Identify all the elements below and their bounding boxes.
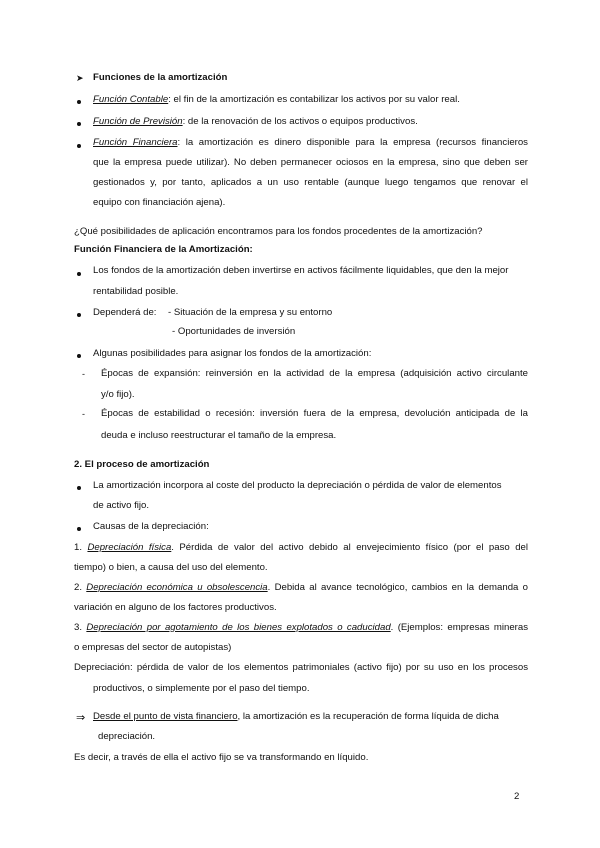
section-heading: Función Financiera de la Amortización: bbox=[74, 244, 253, 255]
section-heading: Funciones de la amortización bbox=[93, 72, 228, 83]
question-text: ¿Qué posibilidades de aplicación encontramos para los fondos procedentes de la amortización? bbox=[74, 226, 483, 237]
list-item-cont: de activo fijo. bbox=[93, 500, 149, 511]
bullet-dot-icon bbox=[77, 308, 81, 320]
dash-bullet-icon: - bbox=[82, 409, 85, 419]
cause-item-cont: tiempo) o bien, a causa del uso del elemento. bbox=[74, 562, 268, 573]
bullet-dot-icon bbox=[77, 95, 81, 107]
cause-item: 3. Depreciación por agotamiento de los bienes explotados o caducidad. (Ejemplos: empresas mineras bbox=[74, 622, 529, 633]
bullet-dot-icon bbox=[77, 117, 81, 129]
definition-text-cont: productivos, o simplemente por el paso del tiempo. bbox=[93, 683, 310, 694]
bullet-dot-icon bbox=[77, 522, 81, 534]
list-item-cont: rentabilidad posible. bbox=[93, 286, 179, 297]
list-item: La amortización incorpora al coste del producto la depreciación o pérdida de valor de elementos bbox=[93, 480, 502, 491]
bullet-dot-icon bbox=[77, 349, 81, 361]
definition-text: Depreciación: pérdida de valor de los elementos patrimoniales (activo fijo) por su uso en los procesos bbox=[74, 662, 528, 673]
list-item: Causas de la depreciación: bbox=[93, 521, 209, 532]
list-item: Algunas posibilidades para asignar los fondos de la amortización: bbox=[93, 348, 372, 359]
bullet-dot-icon bbox=[77, 481, 81, 493]
list-item: Los fondos de la amortización deben invertirse en activos fácilmente liquidables, que den la mejor bbox=[93, 265, 509, 276]
cause-item-cont: o empresas del sector de autopistas) bbox=[74, 642, 232, 653]
cause-item: 1. Depreciación física. Pérdida de valor del activo debido al envejecimiento físico (por el paso del bbox=[74, 542, 528, 553]
list-subitem: - Oportunidades de inversión bbox=[172, 326, 296, 337]
section-heading: 2. El proceso de amortización bbox=[74, 459, 210, 470]
list-item: Función Financiera: la amortización es dinero disponible para la empresa (recursos financieros bbox=[93, 137, 528, 148]
bullet-dot-icon bbox=[77, 139, 81, 151]
dash-bullet-icon: - bbox=[82, 369, 85, 379]
list-item-cont: equipo con financiación ajena). bbox=[93, 197, 226, 208]
arrow-item-cont: depreciación. bbox=[98, 731, 156, 742]
cause-item: 2. Depreciación económica u obsolescencia. Debida al avance tecnológico, cambios en la demanda o bbox=[74, 582, 528, 593]
closing-text: Es decir, a través de ella el activo fijo se va transformando en líquido. bbox=[74, 752, 369, 763]
list-subitem: - Situación de la empresa y su entorno bbox=[168, 307, 333, 318]
arrow-item: Desde el punto de vista financiero, la amortización es la recuperación de forma líquida de dicha bbox=[93, 711, 499, 722]
list-subitem-cont: deuda e incluso reestructurar el tamaño de la empresa. bbox=[101, 430, 337, 441]
list-subitem: Épocas de estabilidad o recesión: inversión fuera de la empresa, devolución anticipada de la bbox=[101, 408, 528, 419]
list-item-cont: que la empresa puede utilizar). No deben permanecer ociosos en la empresa, sino que deben ser bbox=[93, 157, 528, 168]
cause-item-cont: variación en alguno de los factores productivos. bbox=[74, 602, 277, 613]
implies-arrow-icon: ⇒ bbox=[76, 712, 86, 724]
list-subitem: Épocas de expansión: reinversión en la actividad de la empresa (adquisición activo circulante bbox=[101, 368, 528, 379]
page-number: 2 bbox=[514, 791, 520, 802]
list-item: Función de Previsión: de la renovación de los activos o equipos productivos. bbox=[93, 116, 418, 127]
list-subitem-cont: y/o fijo). bbox=[101, 389, 135, 400]
bullet-dot-icon bbox=[77, 267, 81, 279]
list-item-cont: gestionados y, por tanto, aplicados a un uso rentable (aunque luego tengamos que renovar el bbox=[93, 177, 528, 188]
arrow-bullet-icon: ➤ bbox=[76, 73, 84, 83]
list-item: Función Contable: el fin de la amortización es contabilizar los activos por su valor real. bbox=[93, 94, 460, 105]
list-item-label: Dependerá de: bbox=[93, 307, 157, 318]
